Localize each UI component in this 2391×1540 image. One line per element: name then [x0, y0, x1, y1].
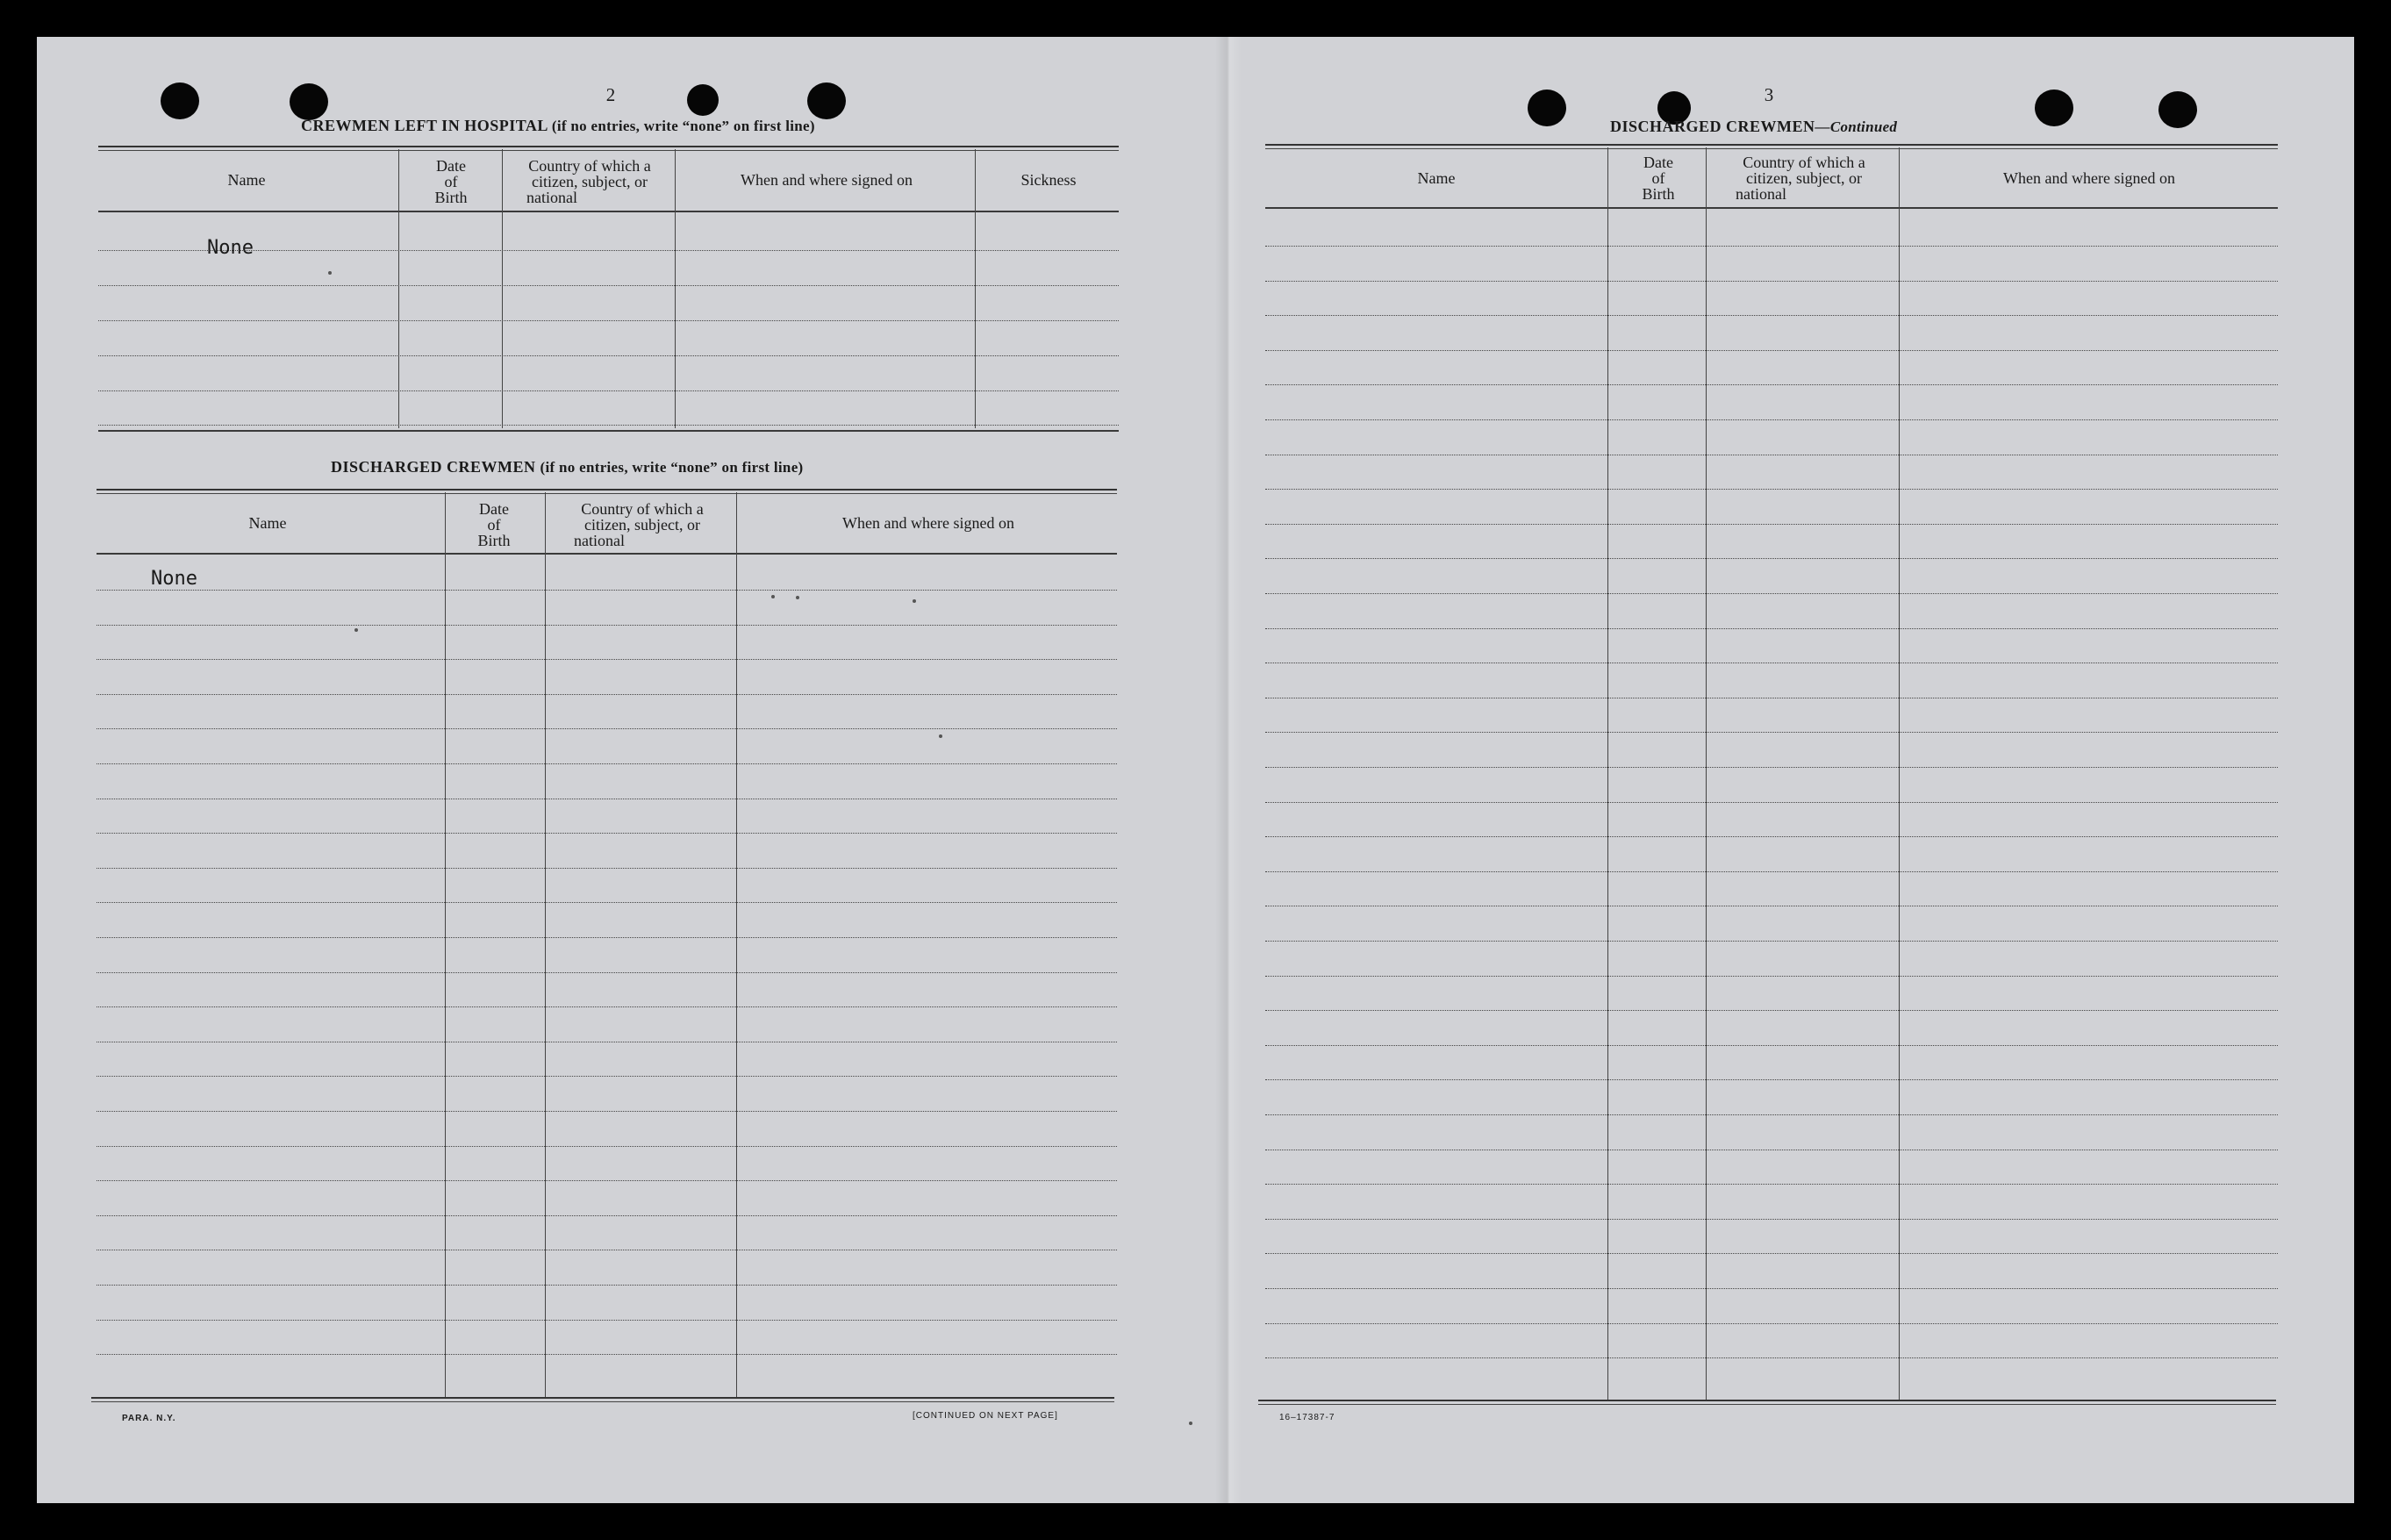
ruled-line: [98, 355, 1119, 356]
punch-hole: [161, 82, 199, 119]
ruled-line: [1265, 871, 2278, 872]
continued-col-name: Name: [1417, 169, 1456, 187]
hospital-entry: None: [207, 237, 254, 259]
left-bottom-rule: [91, 1397, 1114, 1402]
ruled-line: [1265, 836, 2278, 837]
discharged-title: DISCHARGED CREWMEN: [331, 458, 536, 476]
ruled-line: [1265, 1323, 2278, 1324]
punch-hole: [2035, 90, 2073, 126]
ruled-line: [97, 902, 1117, 903]
ruled-line: [97, 1320, 1117, 1321]
ruled-line: [1265, 489, 2278, 490]
ruled-line: [98, 320, 1119, 321]
hospital-col-dob: Date of Birth: [434, 157, 468, 206]
ruled-line: [97, 1354, 1117, 1355]
speck: [913, 599, 916, 603]
continued-col-signed: When and where signed on: [2003, 169, 2175, 187]
ruled-line: [97, 659, 1117, 660]
continued-top-rule: [1265, 144, 2278, 149]
ruled-line: [98, 285, 1119, 286]
speck: [771, 595, 775, 598]
ruled-line: [1265, 628, 2278, 629]
discharged-col-dob: Date of Birth: [477, 500, 511, 549]
discharged-title-note: (if no entries, write “none” on first line): [540, 459, 804, 476]
column-divider: [502, 149, 503, 428]
discharged-entry: None: [151, 568, 197, 590]
discharged-top-rule: [97, 489, 1117, 494]
ruled-line: [1265, 315, 2278, 316]
hospital-section-title: [301, 117, 815, 135]
ruled-line: [97, 868, 1117, 869]
ruled-line: [1265, 1253, 2278, 1254]
discharged-section-title: [331, 458, 804, 476]
ruled-line: [1265, 419, 2278, 420]
ruled-line: [98, 390, 1119, 391]
hospital-col-name: Name: [227, 171, 266, 189]
speck: [796, 596, 799, 599]
column-divider: [675, 149, 676, 428]
ruled-line: [97, 1180, 1117, 1181]
ruled-line: [97, 694, 1117, 695]
punch-hole: [2158, 91, 2197, 128]
hospital-title: CREWMEN LEFT IN HOSPITAL: [301, 117, 548, 134]
ruled-line: [97, 1146, 1117, 1147]
page-number: 3: [1764, 84, 1774, 105]
center-fold: [1215, 37, 1242, 1503]
ruled-line: [97, 1285, 1117, 1286]
hospital-col-signed: When and where signed on: [741, 171, 913, 189]
continued-col-country: Country of which a citizen, subject, or national: [1736, 154, 1865, 203]
column-divider: [445, 492, 446, 1398]
ruled-line: [97, 1111, 1117, 1112]
ruled-line: [1265, 246, 2278, 247]
ruled-line: [97, 590, 1117, 591]
ruled-line: [1265, 1357, 2278, 1358]
ruled-line: [97, 1215, 1117, 1216]
continued-col-dob: Date of Birth: [1642, 154, 1675, 203]
punch-hole: [807, 82, 846, 119]
ruled-line: [1265, 281, 2278, 282]
speck: [939, 734, 942, 738]
column-divider: [1706, 147, 1707, 1400]
speck: [354, 628, 358, 632]
column-divider: [1607, 147, 1608, 1400]
continued-title: DISCHARGED CREWMEN: [1610, 118, 1815, 135]
ruled-line: [1265, 1045, 2278, 1046]
discharged-col-country: Country of which a citizen, subject, or national: [574, 500, 704, 549]
ruled-line: [1265, 1010, 2278, 1011]
column-divider: [975, 149, 976, 428]
ruled-line: [97, 1006, 1117, 1007]
ruled-line: [1265, 524, 2278, 525]
continued-header-rule: [1265, 207, 2278, 209]
hospital-title-note: (if no entries, write “none” on first line): [551, 118, 815, 134]
ruled-line: [1265, 976, 2278, 977]
ruled-line: [1265, 558, 2278, 559]
ruled-line: [97, 763, 1117, 764]
ruled-line: [97, 972, 1117, 973]
ruled-line: [1265, 941, 2278, 942]
continued-title-suffix: —Continued: [1815, 118, 1898, 135]
ruled-line: [1265, 593, 2278, 594]
document-paper: [37, 37, 2354, 1503]
column-divider: [1899, 147, 1900, 1400]
ruled-line: [1265, 767, 2278, 768]
speck: [328, 271, 332, 275]
footer-continued: [CONTINUED ON NEXT PAGE]: [913, 1411, 1058, 1421]
hospital-top-rule: [98, 146, 1119, 151]
ruled-line: [98, 425, 1119, 426]
punch-hole: [290, 83, 328, 120]
ruled-line: [97, 937, 1117, 938]
speck: [1189, 1422, 1192, 1425]
hospital-bottom-rule: [98, 430, 1119, 432]
ruled-line: [97, 833, 1117, 834]
ruled-line: [1265, 384, 2278, 385]
hospital-header-rule: [98, 211, 1119, 212]
footer-form-number: 16–17387-7: [1279, 1413, 1335, 1422]
ruled-line: [1265, 1184, 2278, 1185]
discharged-header-rule: [97, 553, 1117, 555]
footer-printer: PARA. N.Y.: [122, 1414, 176, 1423]
ruled-line: [1265, 1288, 2278, 1289]
ruled-line: [1265, 1114, 2278, 1115]
punch-hole: [1528, 90, 1566, 126]
column-divider: [398, 149, 399, 428]
ruled-line: [1265, 350, 2278, 351]
punch-hole: [687, 84, 719, 116]
ruled-line: [1265, 732, 2278, 733]
page-number: 2: [605, 84, 616, 105]
ruled-line: [97, 625, 1117, 626]
right-bottom-rule: [1258, 1400, 2276, 1405]
ruled-line: [1265, 1219, 2278, 1220]
ruled-line: [97, 728, 1117, 729]
discharged-col-name: Name: [248, 514, 287, 532]
continued-section-title: [1610, 118, 1897, 136]
ruled-line: [1265, 802, 2278, 803]
hospital-col-sickness: Sickness: [1020, 171, 1077, 189]
hospital-col-country: Country of which a citizen, subject, or national: [526, 157, 651, 206]
column-divider: [736, 492, 737, 1398]
discharged-col-signed: When and where signed on: [842, 514, 1014, 532]
ruled-line: [97, 1076, 1117, 1077]
column-divider: [545, 492, 546, 1398]
ruled-line: [1265, 1079, 2278, 1080]
